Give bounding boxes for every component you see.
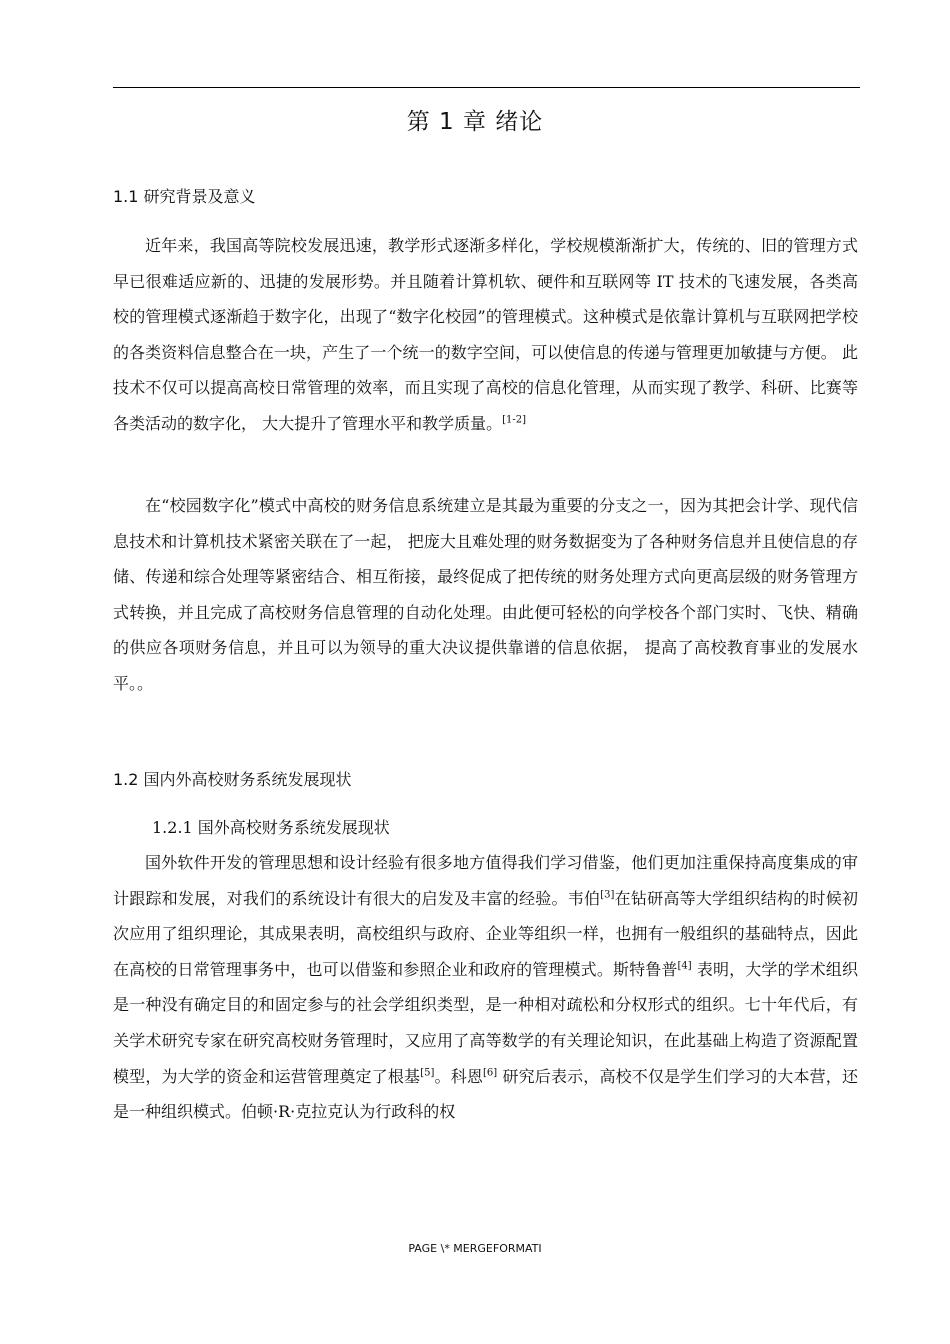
- citation: [1-2]: [502, 414, 526, 426]
- citation: [6]: [483, 1067, 498, 1079]
- page-footer: PAGE \* MERGEFORMATI: [408, 1242, 542, 1255]
- chapter-title: 第 1 章 绪论: [406, 109, 544, 135]
- paragraph-background-2: 在“校园数字化”模式中高校的财务信息系统建立是其最为重要的分支之一，因为其把会计学、现代信息技术和计算机技术紧密关联在了一起， 把庞大且难处理的财务数据变为了各种财务信息并且使信息的存储、传递和综合处理等紧密结合、相互衔接，最终促成了把传统的财务处理方式向更高层级的财务管理方式转换，并且完成了高校财务信息管理的自动化处理。由此便可轻松的向学校各个部门实时、飞快、精确的供应各项财务信息，并且可以为领导的重大决议提供靠谱的信息依据， 提高了高校教育事业的发展水平。。: [113, 496, 858, 693]
- section-heading-1-2: 1.2 国内外高校财务系统发展现状: [113, 770, 352, 789]
- citation: [3]: [600, 889, 615, 901]
- paragraph-text: 在钻研高等大学组织结构的时候初次应用了组织理论，其成果表明，高校组织与政府、企业等组织一样，也拥有一般组织的基础特点，因此在高校的日常管理事务中，也可以借鉴和参照企业和政府的管理模式。斯特鲁普: [113, 888, 858, 979]
- paragraph-foreign-status: [113, 845, 858, 1130]
- paragraph-text: 国外软件开发的管理思想和设计经验有很多地方值得我们学习借鉴，他们更加注重保持高度集成的审计跟踪和发展，对我们的系统设计有很大的启发及丰富的经验。韦伯: [113, 853, 858, 908]
- citation: [4]: [677, 960, 692, 972]
- paragraph-text: 。科恩: [434, 1066, 484, 1086]
- paragraph-text: 近年来，我国高等院校发展迅速，教学形式逐渐多样化，学校规模渐渐扩大，传统的、旧的管理方式早已很难适应新的、迅捷的发展形势。并且随着计算机软、硬件和互联网等 IT 技术的飞速发展，各类高校的管理模式逐渐趋于数字化，出现了“数字化校园”的管理模式。这种模式是依靠计算机与互联网把学校的各类资料信息整合在一块，产生了一个统一的数字空间，可以使信息的传递与管理更加敏捷与方便。 此技术不仅可以提高高校日常管理的效率，而且实现了高校的信息化管理，从而实现了教学、科研、比赛等各类活动的数字化， 大大提升了管理水平和教学质量。: [113, 236, 858, 433]
- citation: [5]: [420, 1067, 435, 1079]
- header-rule: [113, 87, 860, 88]
- paragraph-text: 表明，大学的学术组织是一种没有确定目的和固定参与的社会学组织类型，是一种相对疏松和分权形式的组织。七十年代后，有关学术研究专家在研究高校财务管理时，又应用了高等数学的有关理论知识，在此基础上构造了资源配置模型，为大学的资金和运营管理奠定了根基: [113, 959, 858, 1086]
- paragraph-text: 研究后表示，高校不仅是学生们学习的大本营，还是一种组织模式。伯顿·R·克拉克认为行政科的权: [113, 1066, 858, 1122]
- subsection-heading-1-2-1: 1.2.1 国外高校财务系统发展现状: [152, 818, 390, 837]
- section-heading-1-1: 1.1 研究背景及意义: [113, 187, 256, 206]
- paragraph-background-1: [113, 228, 858, 442]
